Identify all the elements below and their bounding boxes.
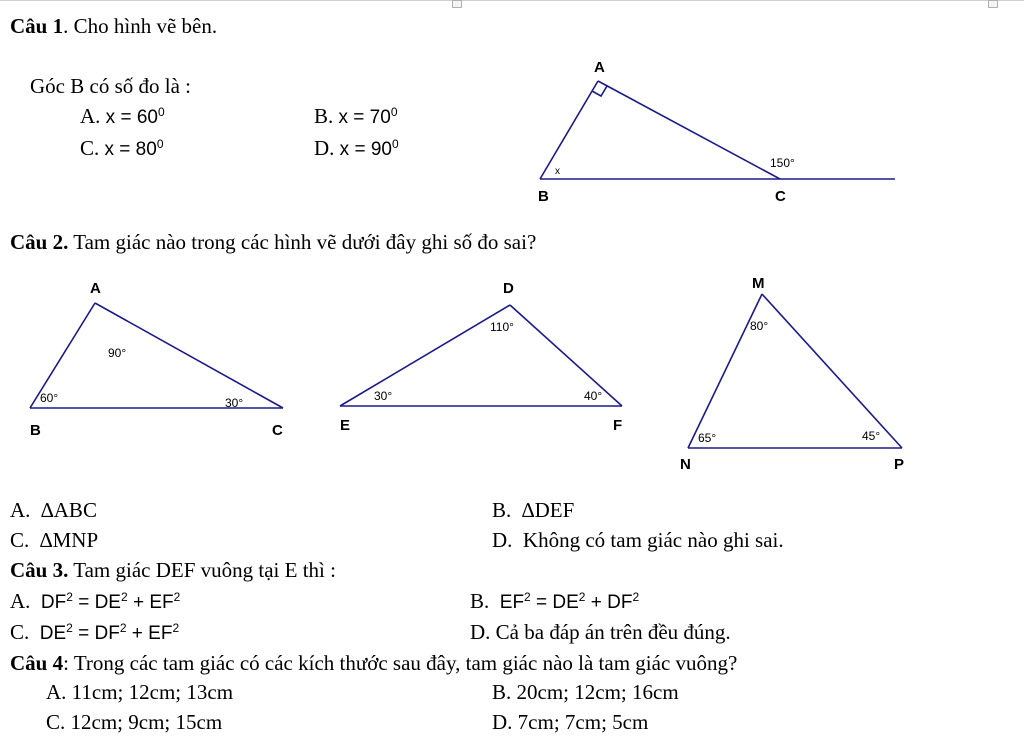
q4-option-a[interactable]: A. 11cm; 12cm; 13cm (46, 680, 234, 704)
vertex-p-label: P (894, 456, 905, 473)
q4-option-c[interactable]: C. 12cm; 9cm; 15cm (46, 710, 223, 734)
angle-c-exterior-label: 150° (770, 156, 795, 170)
vertex-n-label: N (680, 456, 691, 473)
q2-option-c[interactable]: C. ∆MNP (10, 528, 99, 552)
angle-n-label: 65° (698, 431, 717, 445)
q1-title-text: . Cho hình vẽ bên. (63, 14, 218, 38)
q3-title (10, 558, 336, 582)
vertex-b-label: B (30, 422, 41, 439)
segment-ba (540, 81, 598, 179)
q2-option-b[interactable]: B. ∆DEF (492, 498, 575, 522)
q3-title-text: Tam giác DEF vuông tại E thì : (68, 558, 336, 582)
vertex-c-label: C (775, 188, 786, 205)
top-border (0, 0, 1024, 5)
segment-mp (762, 294, 902, 448)
q3-option-a[interactable]: A. $DF^2 = DE^2 + EF^2$ (10, 589, 181, 613)
angle-a-label: 90° (108, 346, 127, 360)
vertex-e-label: E (340, 417, 351, 434)
q2-title (10, 230, 536, 254)
segment-ac (598, 81, 780, 179)
vertex-b-label: B (538, 188, 549, 205)
angle-e-label: 30° (374, 389, 393, 403)
q2-figure-mnp (670, 272, 920, 477)
vertex-m-label: M (752, 275, 765, 292)
q1-number: Câu 1 (10, 14, 64, 38)
q2-figure-def (330, 275, 640, 445)
q1-prompt: Góc B có số đo là : (30, 74, 191, 98)
q4-option-d[interactable]: D. 7cm; 7cm; 5cm (492, 710, 649, 734)
vertex-c-label: C (272, 422, 283, 439)
q4-title-text: : Trong các tam giác có các kích thước sau đây, tam giác nào là tam giác vuông? (63, 651, 738, 675)
resize-handle-left[interactable] (452, 0, 462, 8)
q3-option-b[interactable]: B. $EF^2 = DE^2 + DF^2$ (470, 589, 640, 613)
q4-option-b[interactable]: B. 20cm; 12cm; 16cm (492, 680, 679, 704)
q1-figure (520, 55, 910, 215)
q4-number: Câu 4 (10, 651, 64, 675)
segment-mn (688, 294, 762, 448)
q2-option-a[interactable]: A. ∆ABC (10, 498, 97, 522)
vertex-a-label: A (594, 59, 605, 76)
angle-c-label: 30° (225, 396, 244, 410)
vertex-d-label: D (503, 280, 514, 297)
q1-option-d[interactable]: D. $x = 90^0$ (314, 136, 399, 160)
q2-title-text: Tam giác nào trong các hình vẽ dưới đây ghi số đo sai? (68, 230, 537, 254)
q3-option-c[interactable]: C. $DE^2 = DF^2 + EF^2$ (10, 620, 180, 644)
vertex-f-label: F (613, 417, 623, 434)
angle-m-label: 80° (750, 319, 769, 333)
angle-d-label: 110° (490, 320, 514, 334)
angle-f-label: 40° (584, 389, 603, 403)
q1-option-b[interactable]: B. $x = 70^0$ (314, 104, 398, 128)
angle-b-label: 60° (40, 391, 59, 405)
q1-option-a[interactable]: A. $x = 60^0$ (80, 104, 165, 128)
q2-number: Câu 2. (10, 230, 69, 254)
angle-b-label: x (555, 166, 560, 177)
q4-title (10, 651, 737, 675)
q1-option-c[interactable]: C. $x = 80^0$ (80, 136, 164, 160)
segment-df (510, 305, 622, 406)
segment-de (340, 305, 510, 406)
q3-option-d[interactable]: D. Cả ba đáp án trên đều đúng. (470, 620, 731, 644)
q1-title (10, 14, 217, 38)
q3-number: Câu 3. (10, 558, 69, 582)
vertex-a-label: A (90, 280, 101, 297)
angle-p-label: 45° (862, 429, 881, 443)
q2-figure-abc (20, 275, 295, 445)
resize-handle-right[interactable] (988, 0, 998, 8)
q2-option-d[interactable]: D. Không có tam giác nào ghi sai. (492, 528, 784, 552)
